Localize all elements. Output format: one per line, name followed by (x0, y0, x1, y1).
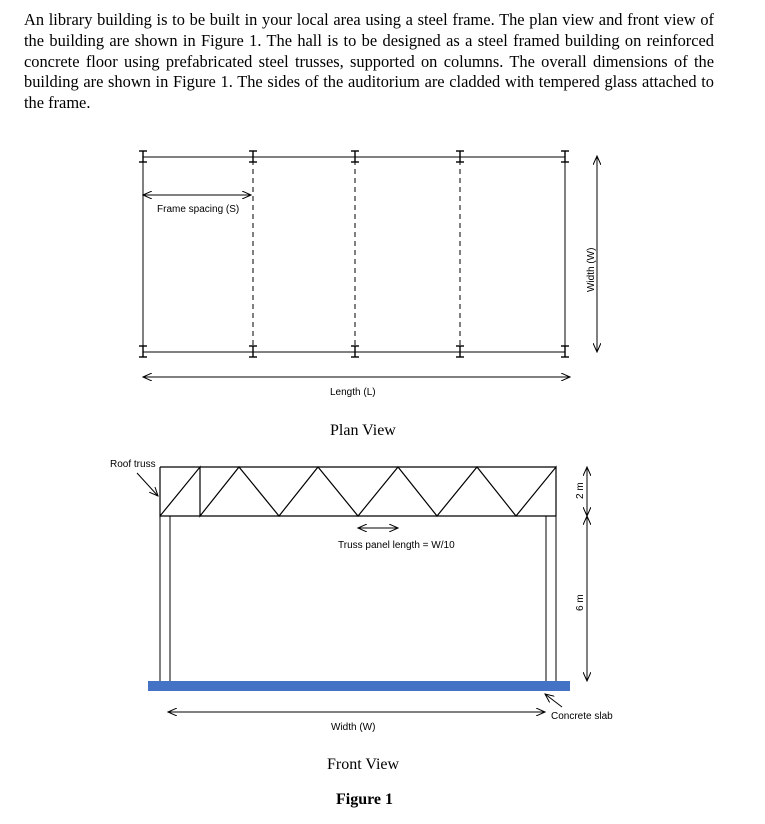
figure-caption: Figure 1 (336, 791, 394, 808)
frame-spacing-label: Frame spacing (S) (157, 204, 240, 215)
plan-view (139, 151, 597, 439)
concrete-slab (148, 681, 570, 691)
concrete-slab-leader (545, 694, 562, 707)
truss-web (160, 467, 556, 516)
roof-truss-label: Roof truss (110, 459, 156, 470)
concrete-slab-label: Concrete slab (551, 711, 613, 722)
front-view-caption: Front View (327, 756, 400, 773)
length-label: Length (L) (330, 387, 376, 398)
front-view (110, 459, 613, 773)
front-width-label: Width (W) (331, 722, 376, 733)
plan-width-label: Width (W) (586, 247, 597, 292)
intro-paragraph: An library building is to be built in your local area using a steel frame. The plan view and front view of the building are shown in Figure 1. The hall is to be designed as a steel framed building on reinforced concrete floor using prefabricated steel trusses, supported on columns. The overall dimensions of the building are shown in Figure 1. The sides of the auditorium are cladded with tempered glass attached to the frame. (24, 10, 714, 113)
plan-view-caption: Plan View (330, 422, 396, 439)
truss-panel-label: Truss panel length = W/10 (338, 540, 455, 551)
column-symbols (139, 151, 569, 357)
truss-height-label: 2 m (575, 482, 586, 499)
column-height-label: 6 m (575, 594, 586, 611)
roof-truss-leader (137, 473, 158, 496)
